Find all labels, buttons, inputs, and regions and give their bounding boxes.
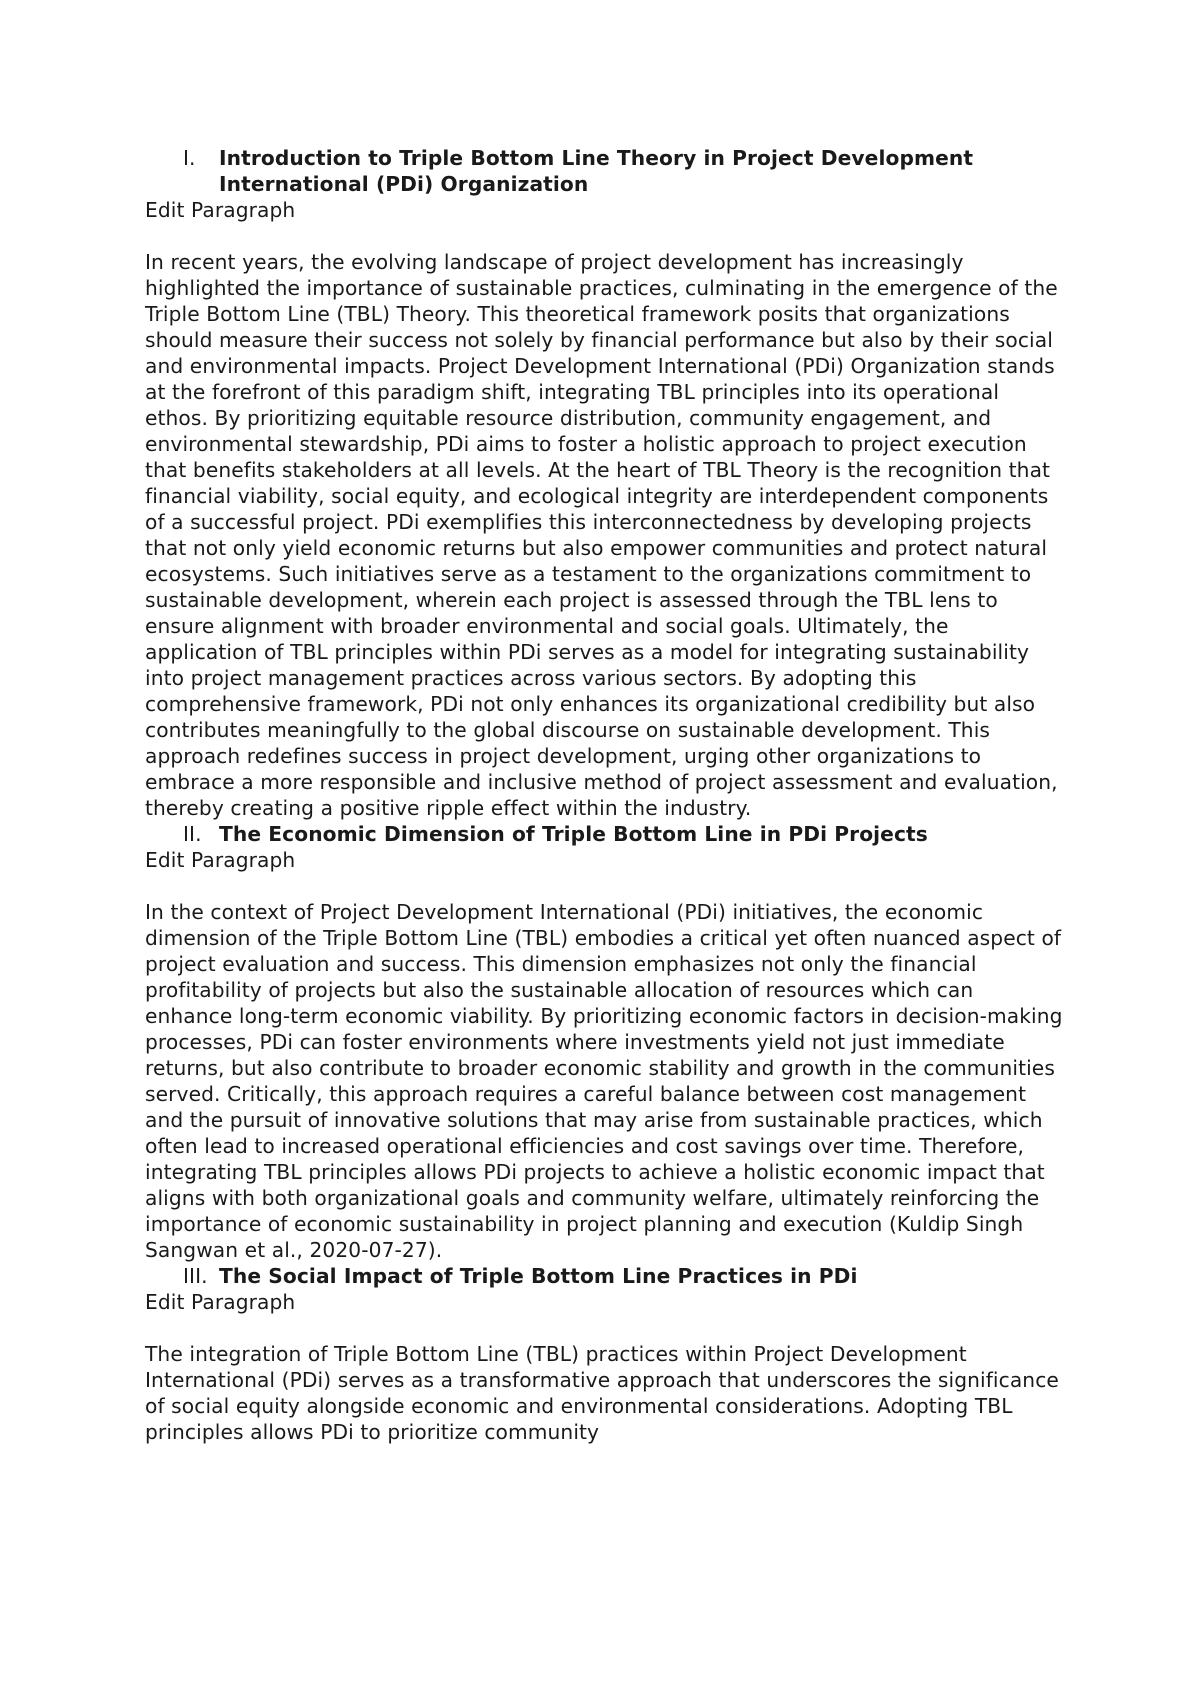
section-paragraph: The integration of Triple Bottom Line (TBL) practices within Project Development International (PDi) serves as a transformative approach that underscores the significance of social equity alongside economic and environmental considerations. Adopting TBL principles allows PDi to prioritize community (145, 1342, 1059, 1444)
section-heading-3 (145, 1263, 1065, 1289)
section-heading-2 (145, 821, 1065, 847)
edit-paragraph-link[interactable]: Edit Paragraph (145, 848, 296, 872)
section-title: Introduction to Triple Bottom Line Theory in Project Development International (PDi) Organization (219, 146, 974, 196)
document-content (145, 145, 1065, 1445)
section-paragraph: In the context of Project Development International (PDi) initiatives, the economic dimension of the Triple Bottom Line (TBL) embodies a critical yet often nuanced aspect of project evaluation and success. This dimension emphasizes not only the financial profitability of projects but also the sustainable allocation of resources which can enhance long-term economic viability. By prioritizing economic factors in decision-making processes, PDi can foster environments where investments yield not just immediate returns, but also contribute to broader economic stability and growth in the communities served. Critically, this approach requires a careful balance between cost management and the pursuit of innovative solutions that may arise from sustainable practices, which often lead to increased operational efficiencies and cost savings over time. Therefore, integrating TBL principles allows PDi projects to achieve a holistic economic impact that aligns with both organizational goals and community welfare, ultimately reinforcing the importance of economic sustainability in project planning and execution (Kuldip Singh Sangwan et al., 2020-07-27). (145, 900, 1063, 1262)
edit-paragraph-link[interactable]: Edit Paragraph (145, 198, 296, 222)
edit-paragraph-link[interactable]: Edit Paragraph (145, 1290, 296, 1314)
section-heading-1 (145, 145, 1065, 197)
section-paragraph: In recent years, the evolving landscape of project development has increasingly highlighted the importance of sustainable practices, culminating in the emergence of the Triple Bottom Line (TBL) Theory. This theoretical framework posits that organizations should measure their success not solely by financial performance but also by their social and environmental impacts. Project Development International (PDi) Organization stands at the forefront of this paradigm shift, integrating TBL principles into its operational ethos. By prioritizing equitable resource distribution, community engagement, and environmental stewardship, PDi aims to foster a holistic approach to project execution that benefits stakeholders at all levels. At the heart of TBL Theory is the recognition that financial viability, social equity, and ecological integrity are interdependent components of a successful project. PDi exemplifies this interconnectedness by developing projects that not only yield economic returns but also empower communities and protect natural ecosystems. Such initiatives serve as a testament to the organizations commitment to sustainable development, wherein each project is assessed through the TBL lens to ensure alignment with broader environmental and social goals. Ultimately, the application of TBL principles within PDi serves as a model for integrating sustainability into project management practices across various sectors. By adopting this comprehensive framework, PDi not only enhances its organizational credibility but also contributes meaningfully to the global discourse on sustainable development. This approach redefines success in project development, urging other organizations to embrace a more responsible and inclusive method of project assessment and evaluation, thereby creating a positive ripple effect within the industry. (145, 250, 1058, 820)
section-title: The Economic Dimension of Triple Bottom Line in PDi Projects (219, 822, 928, 846)
section-number: I. (183, 146, 196, 170)
section-number: II. (183, 822, 202, 846)
section-number: III. (183, 1264, 208, 1288)
section-title: The Social Impact of Triple Bottom Line Practices in PDi (219, 1264, 858, 1288)
